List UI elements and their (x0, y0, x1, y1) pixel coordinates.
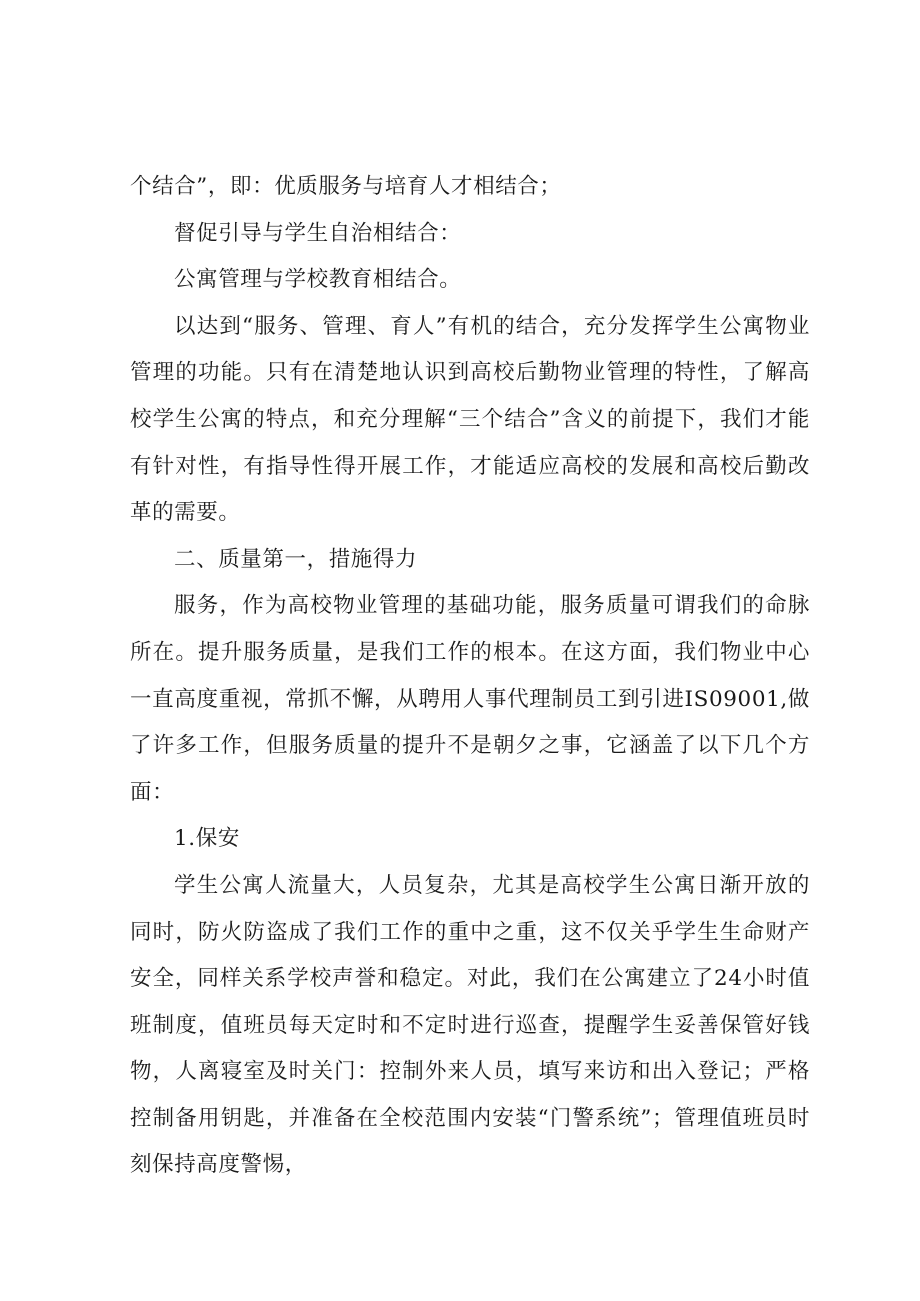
paragraph-6: 服务，作为高校物业管理的基础功能，服务质量可谓我们的命脉所在。提升服务质量，是我们工作的根本。在这方面，我们物业中心一直高度重视，常抓不懈，从聘用人事代理制员工到引进IS09001,做了许多工作，但服务质量的提升不是朝夕之事，它涵盖了以下几个方面： (130, 593, 810, 805)
paragraph-4: 以达到“服务、管理、育人”有机的结合，充分发挥学生公寓物业管理的功能。只有在清楚地认识到高校后勤物业管理的特性，了解高校学生公寓的特点，和充分理解“三个结合”含义的前提下，我们才能有针对性，有指导性得开展工作，才能适应高校的发展和高校后勤改革的需要。 (130, 313, 810, 526)
paragraph-8: 学生公寓人流量大，人员复杂，尤其是高校学生公寓日渐开放的同时，防火防盗成了我们工作的重中之重，这不仅关乎学生生命财产安全，同样关系学校声誉和稳定。对此，我们在公寓建立了24小时值班制度，值班员每天定时和不定时进行巡查，提醒学生妥善保管好钱物，人离寝室及时关门：控制外来人员，填写来访和出入登记；严格控制备用钥匙，并准备在全校范围内安装“门警系统”；管理值班员时刻保持高度警惕， (130, 872, 810, 1178)
subsection-heading-security: 1.保安 (174, 826, 240, 852)
document-body (130, 164, 810, 1189)
paragraph-3: 公寓管理与学校教育相结合。 (174, 267, 462, 293)
paragraph-1: 个结合”，即：优质服务与培育人才相结合； (130, 174, 562, 199)
section-heading-2: 二、质量第一，措施得力 (174, 546, 418, 572)
paragraph-2: 督促引导与学生自治相结合： (174, 220, 462, 246)
